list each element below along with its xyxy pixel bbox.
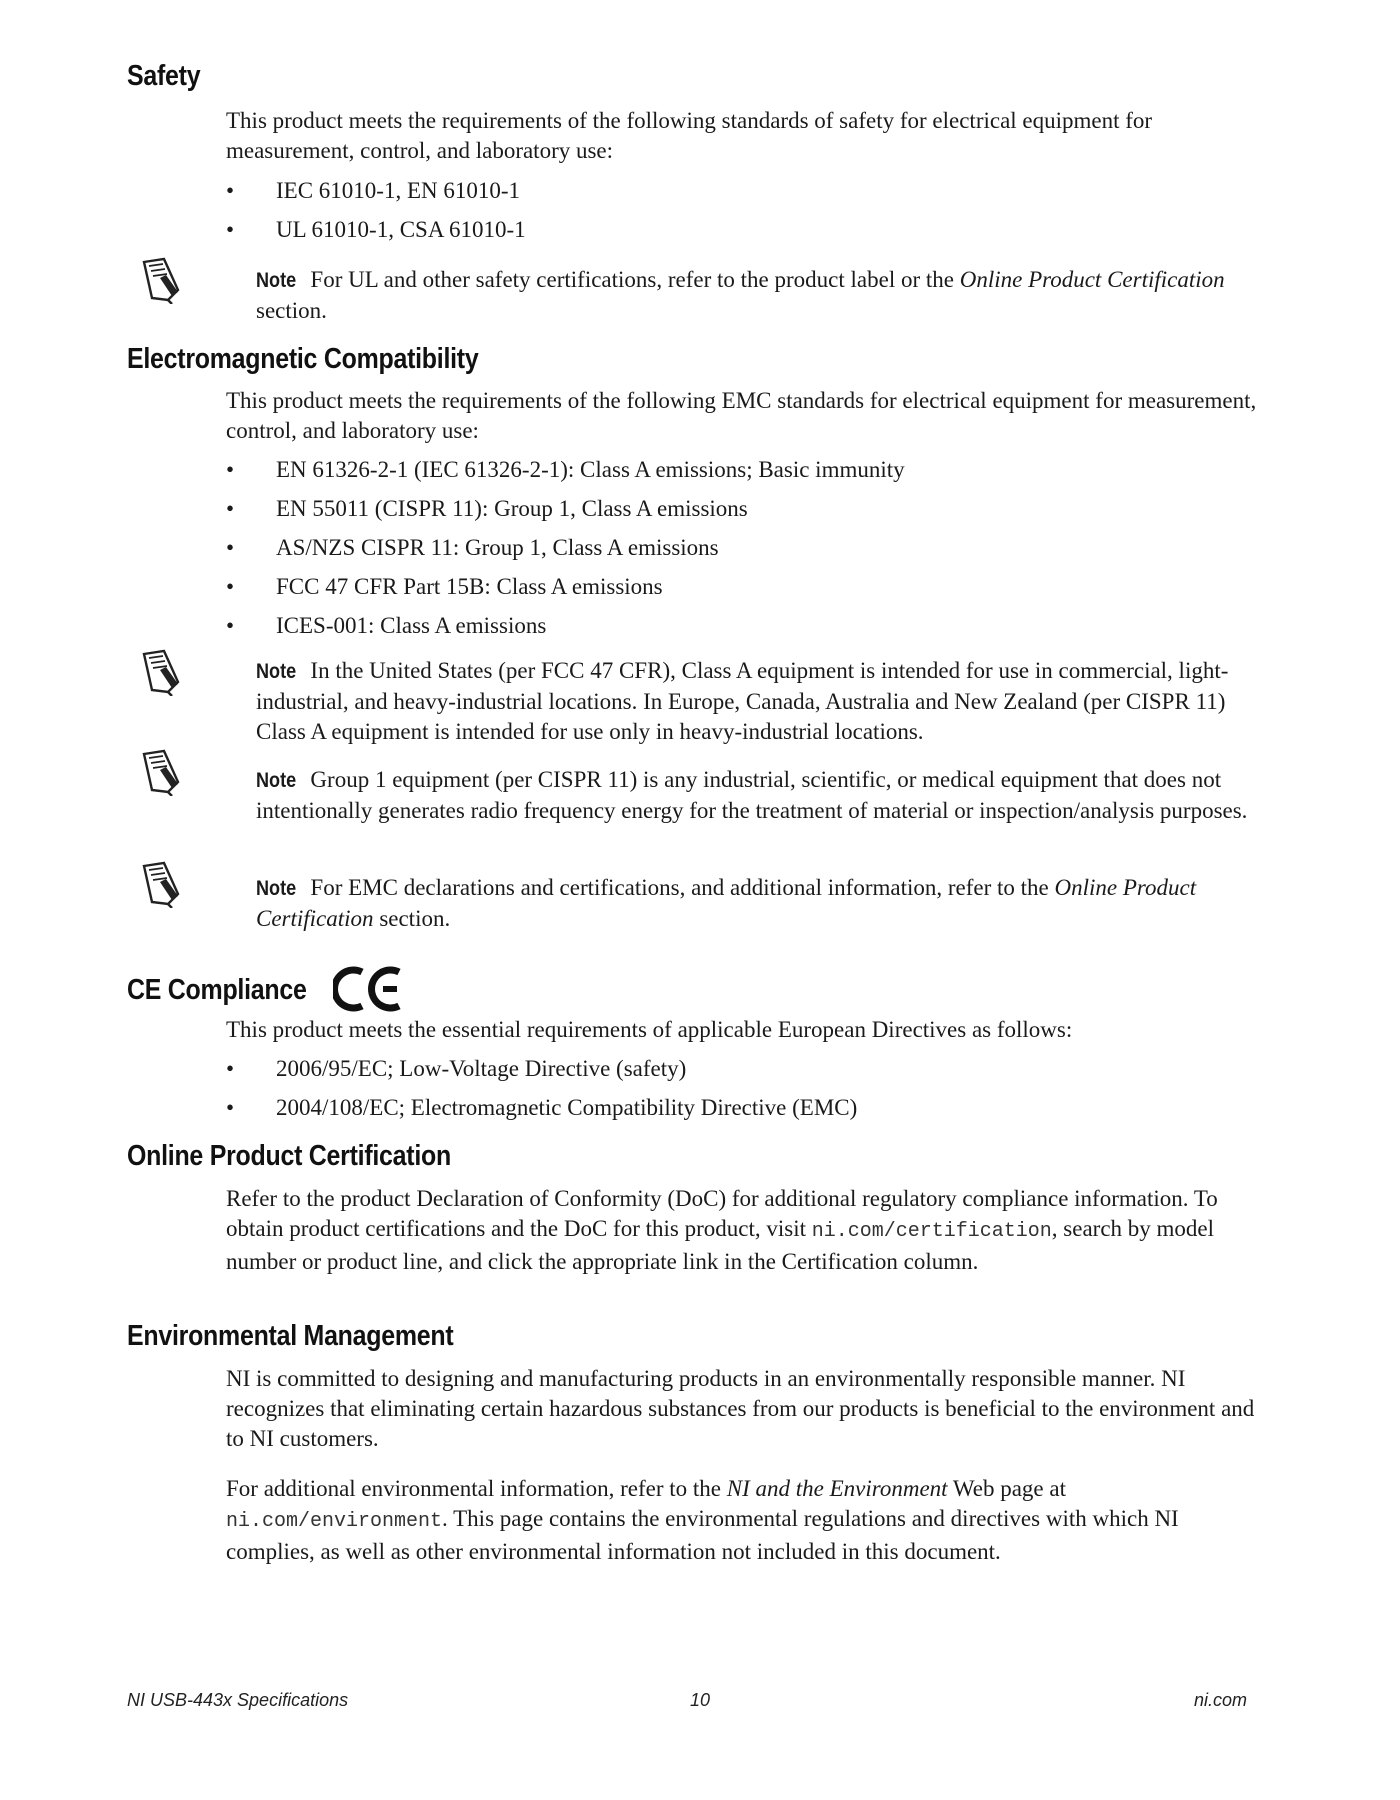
note-text: For EMC declarations and certifications, and additional information, refer to the xyxy=(310,875,1055,900)
list-item-text: FCC 47 CFR Part 15B: Class A emissions xyxy=(276,574,663,599)
note-italic: Online Product Certification xyxy=(959,267,1225,292)
env-text-mid: Web page at xyxy=(947,1476,1066,1501)
note-label: Note xyxy=(256,877,297,900)
section-heading-safety: Safety xyxy=(127,60,201,92)
note-text: For UL and other safety certifications, refer to the product label or the xyxy=(310,267,960,292)
list-item-text: UL 61010-1, CSA 61010-1 xyxy=(276,217,526,242)
section-heading-ce: CE Compliance xyxy=(127,974,307,1006)
note-emc-class-a xyxy=(256,656,1256,747)
certification-link[interactable]: ni.com/certification xyxy=(811,1220,1052,1243)
list-item-text: IEC 61010-1, EN 61010-1 xyxy=(276,178,521,203)
section-heading-environmental: Environmental Management xyxy=(127,1320,454,1352)
online-text-after: , search by model number or product line, and click the appropriate link in the Certification column. xyxy=(226,1216,1215,1274)
section-heading-online-certification: Online Product Certification xyxy=(127,1140,451,1172)
note-label: Note xyxy=(256,769,297,792)
note-text: In the United States (per FCC 47 CFR), Class A equipment is intended for use in commercial, light-industrial, and heavy-industrial locations. In Europe, Canada, Australia and New Zealand (per CISPR 11) Class A equipment is intended for use only in heavy-industrial locations. xyxy=(256,658,1229,744)
safety-intro: This product meets the requirements of the following standards of safety for electrical equipment for measurement, control, and laboratory use: xyxy=(226,108,1153,163)
env-text-after: . This page contains the environmental regulations and directives with which NI complies, as well as other environmental information not included in this document. xyxy=(226,1506,1179,1564)
list-item-text: EN 61326-2-1 (IEC 61326-2-1): Class A emissions; Basic immunity xyxy=(276,457,905,482)
note-pencil-icon xyxy=(138,648,184,696)
footer-website: ni.com xyxy=(1194,1690,1248,1710)
note-text-after: section. xyxy=(256,298,327,323)
footer-page-number: 10 xyxy=(690,1690,711,1710)
note-emc-declarations xyxy=(256,873,1256,934)
online-text: Refer to the product Declaration of Conformity (DoC) for additional regulatory compliance information. To obtain product certifications and the DoC for this product, visit xyxy=(226,1186,1218,1241)
online-certification-text xyxy=(226,1184,1266,1277)
list-item-text: EN 55011 (CISPR 11): Group 1, Class A emissions xyxy=(276,496,748,521)
env-text: For additional environmental information, refer to the xyxy=(226,1476,727,1501)
env-paragraph-2 xyxy=(226,1474,1266,1567)
env-paragraph-1: NI is committed to designing and manufacturing products in an environmentally responsible manner. NI recognizes that eliminating certain hazardous substances from our products is beneficial to the environment and to NI customers. xyxy=(226,1366,1255,1451)
note-emc-group-1 xyxy=(256,765,1256,826)
note-safety xyxy=(256,265,1256,326)
list-item-text: AS/NZS CISPR 11: Group 1, Class A emissions xyxy=(276,535,719,560)
ce-intro: This product meets the essential requirements of applicable European Directives as follows: xyxy=(226,1017,1073,1042)
list-item-text: 2004/108/EC; Electromagnetic Compatibility Directive (EMC) xyxy=(276,1095,858,1120)
list-item-text: 2006/95/EC; Low-Voltage Directive (safety) xyxy=(276,1056,687,1081)
note-pencil-icon xyxy=(138,748,184,796)
note-pencil-icon xyxy=(138,860,184,908)
section-heading-emc: Electromagnetic Compatibility xyxy=(127,343,479,375)
note-text: Group 1 equipment (per CISPR 11) is any industrial, scientific, or medical equipment that does not intentionally generates radio frequency energy for the treatment of material or inspection/analysis purposes. xyxy=(256,767,1248,823)
footer-document-title: NI USB-443x Specifications xyxy=(127,1690,349,1710)
note-label: Note xyxy=(256,269,297,292)
list-item-text: ICES-001: Class A emissions xyxy=(276,613,547,638)
note-text-after: section. xyxy=(373,906,451,931)
document-page: Safety This product meets the requirements of the following standards of safety for electrical equipment for measurement, control, and laboratory use: • IEC 61010-1, EN 61010-1 • UL 61010-1, CSA 61010-1 Note For UL and other safety certifications, refer to the product label or the Online Product Certification section. Electromagnetic Compatibility This product meets the requirements of the following EMC standards for electrical equipment for measurement, control, and laboratory use: • EN 61326-2-1 (IEC 61326-2-1): Class A emissions; Basic immunity • EN 55011 (CISPR 11): Group 1, Class A emissions • AS/NZS CISPR 11: Group 1, Class A emissions • FCC 47 CFR Part 15B: Class A emissions • ICES-001: Class A emissions Note In the United States (per FCC 47 CFR), Class A equipment is intended for use in commercial, light-industrial, and heavy-industrial locations. In Europe, Canada, Australia and New Zealand (per CISPR 11) Class A equipment is intended for use only in heavy-industrial locations. Note Group 1 equipment (per CISPR 11) is any industrial, scientific, or medical equipment that does not intentionally generates radio frequency energy for the treatment of material or inspection/analysis purposes. Note For EMC declarations and certifications, and additional information, refer to the Online Product Certification section. CE Compliance This product meets the essential requirements of applicable European Directives as follows: • 2006/95/EC; Low-Voltage Directive (safety) • 2004/108/EC; Electromagnetic Compatibility Directive (EMC) Online Product Certification Refer to the product Declaration of Conformity (DoC) for additional regulatory compliance information. To obtain product certifications and the DoC for this product, visit ni.com/certification, search by model number or product line, and click the appropriate link in the Certification column. Environmental Management NI is committed to designing and manufacturing products in an environmentally responsible manner. NI recognizes that eliminating certain hazardous substances from our products is beneficial to the environment and to NI customers. For additional environmental information, refer to the NI and the Environment Web page at ni.com/environment. This page contains the environmental regulations and directives with which NI complies, as well as other environmental information not included in this document. NI USB-443x Specifications 10 ni.com xyxy=(0,0,1400,1800)
env-italic: NI and the Environment xyxy=(726,1476,948,1501)
ce-mark-logo xyxy=(333,966,407,1012)
environment-link[interactable]: ni.com/environment xyxy=(226,1510,443,1533)
note-label: Note xyxy=(256,660,297,683)
note-italic: Online Product Certification xyxy=(256,875,1197,931)
note-pencil-icon xyxy=(138,256,184,304)
emc-intro: This product meets the requirements of the following EMC standards for electrical equipment for measurement, control, and laboratory use: xyxy=(226,388,1257,443)
